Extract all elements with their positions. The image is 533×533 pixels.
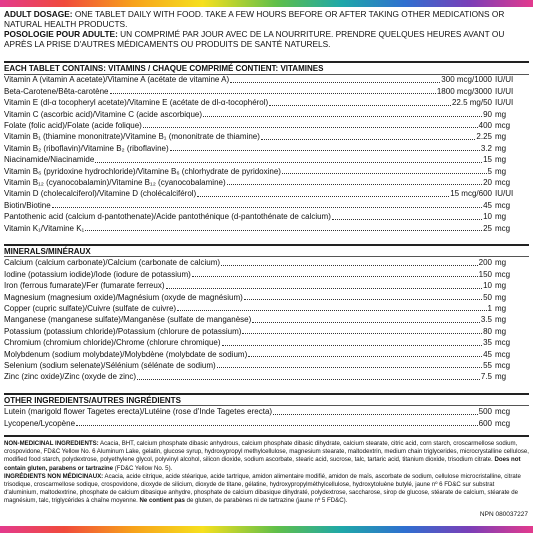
ingredient-unit: mcg: [495, 223, 511, 233]
ingredient-amount: 1: [487, 304, 492, 314]
vitamin-row: [4, 188, 529, 199]
mineral-row: [4, 292, 529, 303]
mineral-row: [4, 314, 529, 325]
ingredient-unit: mg: [495, 109, 507, 119]
ingredient-name: Zinc (zinc oxide)/Zinc (oxyde de zinc): [4, 372, 137, 382]
vitamin-row: [4, 223, 529, 234]
dot-leader: [166, 288, 483, 289]
ingredient-name: Vitamin D (cholecalciferol)/Vitamine D (cholécalciférol): [4, 189, 197, 199]
divider: [4, 435, 529, 437]
dot-leader: [197, 196, 449, 197]
ingredient-amount: 22.5 mg/50: [451, 98, 492, 108]
ingredient-unit: mg: [495, 304, 507, 314]
dot-leader: [273, 414, 478, 415]
ingredient-unit: mg: [495, 281, 507, 291]
vitamin-row: [4, 211, 529, 222]
ingredient-unit: mg: [495, 315, 507, 325]
ingredient-name: Iron (ferrous fumarate)/Fer (fumarate ferreux): [4, 281, 165, 291]
dot-leader: [252, 322, 480, 323]
ingredient-amount: 80: [483, 326, 492, 336]
dot-leader: [85, 230, 482, 231]
ingredient-amount: 300 mcg/1000: [441, 75, 492, 85]
ingredient-amount: 45: [483, 349, 492, 359]
dot-leader: [137, 379, 480, 380]
ingredient-amount: 35: [483, 338, 492, 348]
divider: [4, 393, 529, 395]
dosage-text-fr: UN COMPRIMÉ PAR JOUR AVEC DE LA NOURRITURE. PRENDRE QUELQUES HEURES AVANT OU APRÈS LA PRISE D'AUTRES MÉDICAMENTS OU PRODUITS DE SANTÉ NATURELS.: [4, 29, 505, 49]
dot-leader: [110, 93, 436, 94]
ingredient-amount: 55: [483, 360, 492, 370]
other-ingredients-table: [4, 406, 529, 429]
vitamin-row: [4, 154, 529, 165]
nmi-bold-fr: Ne contient pas: [137, 497, 185, 505]
dot-leader: [261, 139, 476, 140]
mineral-row: [4, 257, 529, 268]
ingredient-amount: 2.25: [476, 132, 492, 142]
other-ingredient-row: [4, 418, 529, 429]
mineral-row: [4, 269, 529, 280]
ingredient-name: Vitamin K₁/Vitamine K₁: [4, 223, 85, 233]
ingredient-unit: IU/UI: [495, 86, 514, 96]
dot-leader: [332, 219, 482, 220]
ingredient-name: Potassium (potassium chloride)/Potassium (chlorure de potassium): [4, 326, 242, 336]
dot-leader: [76, 425, 478, 426]
ingredient-amount: 500: [478, 407, 492, 417]
vitamins-table: [4, 75, 529, 234]
adult-dosage: [4, 9, 529, 49]
dot-leader: [52, 207, 482, 208]
mineral-row: [4, 349, 529, 360]
dot-leader: [177, 310, 486, 311]
dot-leader: [217, 367, 482, 368]
ingredient-unit: mcg: [495, 178, 511, 187]
mineral-row: [4, 371, 529, 382]
ingredient-unit: IU/UI: [495, 98, 514, 108]
ingredient-amount: 45: [483, 200, 492, 210]
dot-leader: [242, 333, 482, 334]
ingredient-amount: 15: [483, 155, 492, 165]
ingredient-unit: mcg: [495, 338, 511, 348]
ingredient-unit: mg: [495, 132, 507, 142]
ingredient-name: Vitamin E (dl-α tocopheryl acetate)/Vitamine E (acétate de dl-α-tocophérol): [4, 98, 269, 108]
ingredient-amount: 400: [478, 121, 492, 131]
ingredient-amount: 50: [483, 292, 492, 302]
ingredient-name: Beta-Carotene/Bêta-carotène: [4, 86, 109, 96]
dot-leader: [282, 173, 487, 174]
vitamin-row: [4, 131, 529, 142]
dot-leader: [221, 265, 478, 266]
vitamin-row: [4, 109, 529, 120]
divider: [4, 244, 529, 246]
ingredient-unit: IU/UI: [495, 189, 514, 199]
ingredient-unit: mcg: [495, 407, 511, 417]
other-title: OTHER INGREDIENTS/AUTRES INGRÉDIENTS: [4, 395, 181, 405]
ingredient-amount: 90: [483, 109, 492, 119]
vitamin-row: [4, 75, 529, 86]
ingredient-name: Vitamin B₂ (riboflavin)/Vitamine B₂ (riboflavine): [4, 143, 169, 153]
ingredient-unit: mcg: [495, 349, 511, 359]
ingredient-unit: mcg: [495, 360, 511, 370]
dot-leader: [203, 116, 482, 117]
ingredient-unit: mg: [495, 166, 507, 176]
mineral-row: [4, 326, 529, 337]
ingredient-amount: 15 mcg/600: [450, 189, 492, 199]
ingredient-amount: 10: [483, 281, 492, 291]
ingredient-amount: 20: [483, 178, 492, 187]
ingredient-amount: 600: [478, 418, 492, 428]
vitamin-row: [4, 97, 529, 108]
other-ingredient-row: [4, 406, 529, 417]
ingredient-name: Manganese (manganese sulfate)/Manganèse (sulfate de manganèse): [4, 315, 252, 325]
ingredient-unit: mcg: [495, 200, 511, 210]
vitamin-row: [4, 120, 529, 131]
ingredient-amount: 3.2: [480, 143, 492, 153]
ingredient-unit: mcg: [495, 418, 511, 428]
dot-leader: [244, 299, 482, 300]
nmi-tail-fr: de gluten, de parabènes ni de tartrazine (jaune nº 5 FD&C).: [184, 497, 348, 505]
ingredient-name: Biotin/Biotine: [4, 200, 51, 210]
mineral-row: [4, 303, 529, 314]
mineral-row: [4, 360, 529, 371]
ingredient-name: Molybdenum (sodium molybdate)/Molybdène (molybdate de sodium): [4, 349, 248, 359]
ingredient-unit: mg: [495, 212, 507, 222]
ingredient-name: Vitamin B₁ (thiamine mononitrate)/Vitamine B₁ (mononitrate de thiamine): [4, 132, 260, 142]
nmi-bold-en: Does not contain gluten, parabens or tartrazine: [4, 456, 521, 472]
nmi-tail-en: (FD&C Yellow No. 5).: [113, 464, 173, 472]
label-panel: [4, 9, 529, 506]
dot-leader: [143, 127, 478, 128]
vitamin-row: [4, 200, 529, 211]
ingredient-name: Calcium (calcium carbonate)/Calcium (carbonate de calcium): [4, 258, 221, 268]
ingredient-name: Vitamin C (ascorbic acid)/Vitamine C (acide ascorbique): [4, 109, 203, 119]
ingredient-name: Chromium (chromium chloride)/Chrome (chlorure chromique): [4, 338, 221, 348]
nmi-label-en: NON-MEDICINAL INGREDIENTS:: [4, 440, 99, 448]
dot-leader: [95, 162, 482, 163]
ingredient-name: Selenium (sodium selenate)/Sélénium (sélénate de sodium): [4, 360, 216, 370]
npn-number: NPN 080037227: [479, 511, 528, 518]
ingredient-name: Folate (folic acid)/Folate (acide folique): [4, 121, 142, 131]
dot-leader: [269, 105, 451, 106]
dot-leader: [192, 276, 478, 277]
ingredient-name: Magnesium (magnesium oxide)/Magnésium (oxyde de magnésium): [4, 292, 243, 302]
vitamin-row: [4, 86, 529, 97]
rainbow-stripe-bottom: [0, 526, 533, 533]
vitamin-row: [4, 143, 529, 154]
ingredient-amount: 7.5: [480, 372, 492, 382]
dot-leader: [170, 150, 480, 151]
ingredient-unit: IU/UI: [495, 75, 514, 85]
rainbow-stripe-top: [0, 0, 533, 7]
dot-leader: [227, 184, 482, 185]
ingredient-name: Vitamin B₆ (pyridoxine hydrochloride)/Vitamine B₆ (chlorhydrate de pyridoxine): [4, 166, 281, 176]
ingredient-amount: 25: [483, 223, 492, 233]
dosage-text-en: ONE TABLET DAILY WITH FOOD. TAKE A FEW HOURS BEFORE OR AFTER TAKING OTHER MEDICATIONS OR NATURAL HEALTH PRODUCTS.: [4, 9, 505, 29]
ingredient-name: Iodine (potassium iodide)/Iode (iodure de potassium): [4, 269, 191, 279]
dosage-label-en: ADULT DOSAGE:: [4, 9, 73, 19]
ingredient-amount: 1800 mcg/3000: [436, 86, 492, 96]
ingredient-unit: mg: [495, 143, 507, 153]
ingredient-name: Lycopene/Lycopène: [4, 418, 76, 428]
ingredient-unit: mg: [495, 326, 507, 336]
minerals-table: [4, 257, 529, 382]
vitamin-row: [4, 166, 529, 177]
ingredient-name: Niacinamide/Niacinamide: [4, 155, 95, 165]
non-medicinal-ingredients: [4, 440, 529, 506]
ingredient-unit: mg: [495, 372, 507, 382]
ingredient-unit: mcg: [495, 269, 511, 279]
ingredient-unit: mg: [495, 292, 507, 302]
mineral-row: [4, 337, 529, 348]
ingredient-unit: mg: [495, 155, 507, 165]
minerals-title: MINERALS/MINÉRAUX: [4, 246, 91, 256]
ingredient-unit: mg: [495, 258, 507, 268]
dot-leader: [230, 82, 440, 83]
ingredient-amount: 150: [478, 269, 492, 279]
vitamin-row: [4, 177, 529, 188]
ingredient-name: Lutein (marigold flower Tagetes erecta)/Lutéine (rose d'Inde Tagetes erecta): [4, 407, 273, 417]
mineral-row: [4, 280, 529, 291]
ingredient-name: Pantothenic acid (calcium d-pantothenate)/Acide pantothénique (d-pantothénate de calcium): [4, 212, 331, 222]
nmi-text-fr: Acacia, acide citrique, acide stéarique, acide tartrique, amidon alimentaire modifié, amidon de maïs, ascorbate de sodium, cellulose microcristalline, citrate trisodique, croscarmellose sodique, crospovidone, dioxyde de silicium, dioxyde de titane, gélatine, hydroxypropylméthylcellulose, hydroxytoluène butylé, jaune nº 6 FD&C sur substrat d'aluminium, maltodextrine, phosphate de calcium dibasique anhydre, phosphate de calcium dibasique dihydraté, polydextrose, saccharose, sirop de glucose, stéarate de calcium, stéarate de magnésium, talc, triglycérides à chaîne moyenne.: [4, 472, 521, 505]
nmi-label-fr: INGRÉDIENTS NON MÉDICINAUX:: [4, 472, 104, 480]
ingredient-unit: mcg: [495, 121, 511, 131]
ingredient-name: Copper (cupric sulfate)/Cuivre (sulfate de cuivre): [4, 304, 177, 314]
ingredient-name: Vitamin A (vitamin A acetate)/Vitamine A (acétate de vitamine A): [4, 75, 230, 85]
vitamins-title: EACH TABLET CONTAINS: VITAMINS / CHAQUE COMPRIMÉ CONTIENT: VITAMINES: [4, 64, 324, 73]
ingredient-amount: 10: [483, 212, 492, 222]
dot-leader: [222, 345, 483, 346]
dot-leader: [248, 356, 482, 357]
ingredient-amount: 200: [478, 258, 492, 268]
ingredient-name: Vitamin B₁₂ (cyanocobalamin)/Vitamine B₁₂ (cyanocobalamine): [4, 178, 226, 187]
ingredient-amount: 3.5: [480, 315, 492, 325]
ingredient-amount: 5: [487, 166, 492, 176]
divider: [4, 61, 529, 63]
dosage-label-fr: POSOLOGIE POUR ADULTE:: [4, 29, 118, 39]
nmi-text-en: Acacia, BHT, calcium phosphate dibasic anhydrous, calcium phosphate dibasic dihydrate, calcium stearate, citric acid, corn starch, croscarmellose sodium, crospovidone, FD&C Yellow No. 6 Aluminum Lake, gelatin, glucose syrup, hydroxypropyl methylcellulose, magnesium stearate, maltodextrin, medium chain triglycerides, microcrystalline cellulose, modified food starch, polydextrose, polyethylene glycol, polyvinyl alcohol, silicon dioxide, sodium ascorbate, stearic acid, sucrose, talc, tartaric acid, titanium dioxide, trisodium citrate.: [4, 440, 529, 464]
